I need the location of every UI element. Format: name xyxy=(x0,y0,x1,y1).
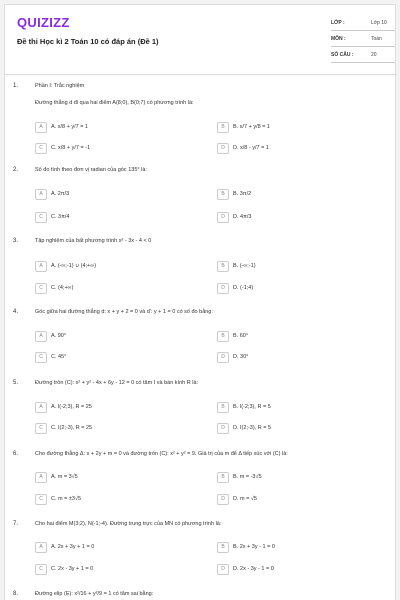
question-text: Số đo tính theo đơn vị radian của góc 135° là: xyxy=(35,167,147,173)
question-text: Cho đường thẳng Δ: x + 2y + m = 0 và đường tròn (C): x² + y² = 9. Giá trị của m để Δ tiếp xúc với (C) là: xyxy=(35,451,288,457)
option-b[interactable] xyxy=(217,188,251,200)
question-number: 4. xyxy=(13,309,19,315)
worksheet-page xyxy=(4,4,396,600)
meta-class-value: Lớp 10 xyxy=(371,19,387,26)
option-b-text: B. m = -3√5 xyxy=(233,474,262,480)
meta-count-key: SỐ CÂU : xyxy=(331,51,354,58)
question-text: Đường elip (E): x²/16 + y²/9 = 1 có tâm sai bằng: xyxy=(35,591,154,597)
quizizz-logo: QUIZIZZ xyxy=(17,15,70,30)
option-a[interactable] xyxy=(35,471,78,483)
meta-subject-row xyxy=(331,31,395,47)
option-c[interactable] xyxy=(35,493,81,505)
option-b[interactable] xyxy=(217,401,271,413)
option-a[interactable] xyxy=(35,330,66,342)
question-text: Tập nghiệm của bất phương trình x² - 3x - 4 < 0 xyxy=(35,238,152,244)
option-d-box: D xyxy=(217,143,229,154)
meta-count-value: 20 xyxy=(371,51,377,58)
option-c-box: C xyxy=(35,352,47,363)
option-d-text: D. 2x - 3y - 1 = 0 xyxy=(233,566,274,572)
option-b[interactable] xyxy=(217,471,262,483)
option-c-text: C. 45° xyxy=(51,354,67,360)
option-d-text: D. I(2;-3), R = 5 xyxy=(233,425,272,431)
option-a-text: A. 2x + 3y + 1 = 0 xyxy=(51,544,95,550)
meta-class-key: LỚP : xyxy=(331,19,345,26)
option-a-text: A. I(-2;3), R = 25 xyxy=(51,404,92,410)
option-a[interactable] xyxy=(35,541,94,553)
option-d-box: D xyxy=(217,283,229,294)
option-b[interactable] xyxy=(217,121,270,133)
question-text: Đường thẳng d đi qua hai điểm A(8;0), B(0;7) có phương trình là: xyxy=(35,100,194,106)
option-a-text: A. m = 3√5 xyxy=(51,474,78,480)
option-a-box: A xyxy=(35,402,47,413)
option-b-box: B xyxy=(217,189,229,200)
option-d[interactable] xyxy=(217,493,257,505)
option-a-text: A. 90° xyxy=(51,333,67,339)
question-number: 5. xyxy=(13,380,19,386)
option-c-box: C xyxy=(35,564,47,575)
option-d[interactable] xyxy=(217,282,253,294)
meta-subject-value: Toán xyxy=(371,35,382,42)
option-d[interactable] xyxy=(217,142,269,154)
question-text: Cho hai điểm M(3;2), N(-1;-4). Đường trung trực của MN có phương trình là: xyxy=(35,521,222,527)
option-a[interactable] xyxy=(35,401,92,413)
section-label: Phần I: Trắc nghiệm xyxy=(35,83,85,89)
question-number: 7. xyxy=(13,521,19,527)
option-d[interactable] xyxy=(217,211,251,223)
worksheet-meta xyxy=(331,15,395,63)
option-c[interactable] xyxy=(35,211,69,223)
option-b[interactable] xyxy=(217,260,256,272)
option-d-box: D xyxy=(217,212,229,223)
option-a[interactable] xyxy=(35,260,96,272)
option-b-text: B. 60° xyxy=(233,333,249,339)
option-a[interactable] xyxy=(35,188,69,200)
option-d-text: D. m = √5 xyxy=(233,496,257,502)
option-a-text: A. x/8 + y/7 = 1 xyxy=(51,124,88,130)
option-c-text: C. 3π/4 xyxy=(51,214,70,220)
meta-subject-key: MÔN : xyxy=(331,35,346,42)
option-a-box: A xyxy=(35,472,47,483)
option-c-text: C. x/8 + y/7 = -1 xyxy=(51,145,91,151)
option-b-box: B xyxy=(217,331,229,342)
question-number: 1. xyxy=(13,83,19,89)
option-c-box: C xyxy=(35,283,47,294)
option-c[interactable] xyxy=(35,563,93,575)
option-d-text: D. (-1;4) xyxy=(233,285,254,291)
meta-class-row xyxy=(331,15,395,31)
option-a-box: A xyxy=(35,189,47,200)
option-d-text: D. x/8 - y/7 = 1 xyxy=(233,145,269,151)
option-b[interactable] xyxy=(217,541,275,553)
option-d-box: D xyxy=(217,494,229,505)
option-d-text: D. 4π/3 xyxy=(233,214,252,220)
option-c[interactable] xyxy=(35,422,92,434)
question-number: 3. xyxy=(13,238,19,244)
option-c[interactable] xyxy=(35,142,90,154)
option-c-box: C xyxy=(35,494,47,505)
option-a[interactable] xyxy=(35,121,88,133)
question-text: Góc giữa hai đường thẳng d: x + y + 2 = 0 và d': y + 1 = 0 có số đo bằng: xyxy=(35,309,213,315)
option-c-box: C xyxy=(35,423,47,434)
option-d-box: D xyxy=(217,352,229,363)
option-b-text: B. 2x + 3y - 1 = 0 xyxy=(233,544,275,550)
option-c-text: C. 2x - 3y + 1 = 0 xyxy=(51,566,94,572)
option-b-box: B xyxy=(217,472,229,483)
option-a-box: A xyxy=(35,542,47,553)
worksheet-header xyxy=(5,5,397,75)
option-b-text: B. (-∞;-1) xyxy=(233,263,256,269)
option-d[interactable] xyxy=(217,563,274,575)
meta-count-row xyxy=(331,47,395,63)
question-number: 8. xyxy=(13,591,19,597)
option-b-text: B. 3π/2 xyxy=(233,191,252,197)
option-d-box: D xyxy=(217,423,229,434)
question-text: Đường tròn (C): x² + y² - 4x + 6y - 12 = 0 có tâm I và bán kính R là: xyxy=(35,380,199,386)
option-d[interactable] xyxy=(217,351,248,363)
option-b-box: B xyxy=(217,261,229,272)
option-a-text: A. (-∞;-1) ∪ (4;+∞) xyxy=(51,263,97,269)
option-b-box: B xyxy=(217,542,229,553)
option-b-box: B xyxy=(217,402,229,413)
option-b-box: B xyxy=(217,122,229,133)
option-c-text: C. m = ±3√5 xyxy=(51,496,82,502)
option-d-box: D xyxy=(217,564,229,575)
question-number: 6. xyxy=(13,451,19,457)
option-a-box: A xyxy=(35,122,47,133)
option-a-box: A xyxy=(35,261,47,272)
option-c-text: C. I(2;-3), R = 25 xyxy=(51,425,93,431)
option-c[interactable] xyxy=(35,282,73,294)
option-c-box: C xyxy=(35,143,47,154)
option-b[interactable] xyxy=(217,330,248,342)
option-a-box: A xyxy=(35,331,47,342)
option-b-text: B. I(-2;3), R = 5 xyxy=(233,404,271,410)
option-a-text: A. 2π/3 xyxy=(51,191,70,197)
question-number: 2. xyxy=(13,167,19,173)
option-d-text: D. 30° xyxy=(233,354,249,360)
option-c-box: C xyxy=(35,212,47,223)
worksheet-title: Đề thi Học kì 2 Toán 10 có đáp án (Đề 1) xyxy=(17,37,159,46)
option-b-text: B. x/7 + y/8 = 1 xyxy=(233,124,270,130)
option-c-text: C. (4;+∞) xyxy=(51,285,74,291)
option-c[interactable] xyxy=(35,351,66,363)
option-d[interactable] xyxy=(217,422,271,434)
